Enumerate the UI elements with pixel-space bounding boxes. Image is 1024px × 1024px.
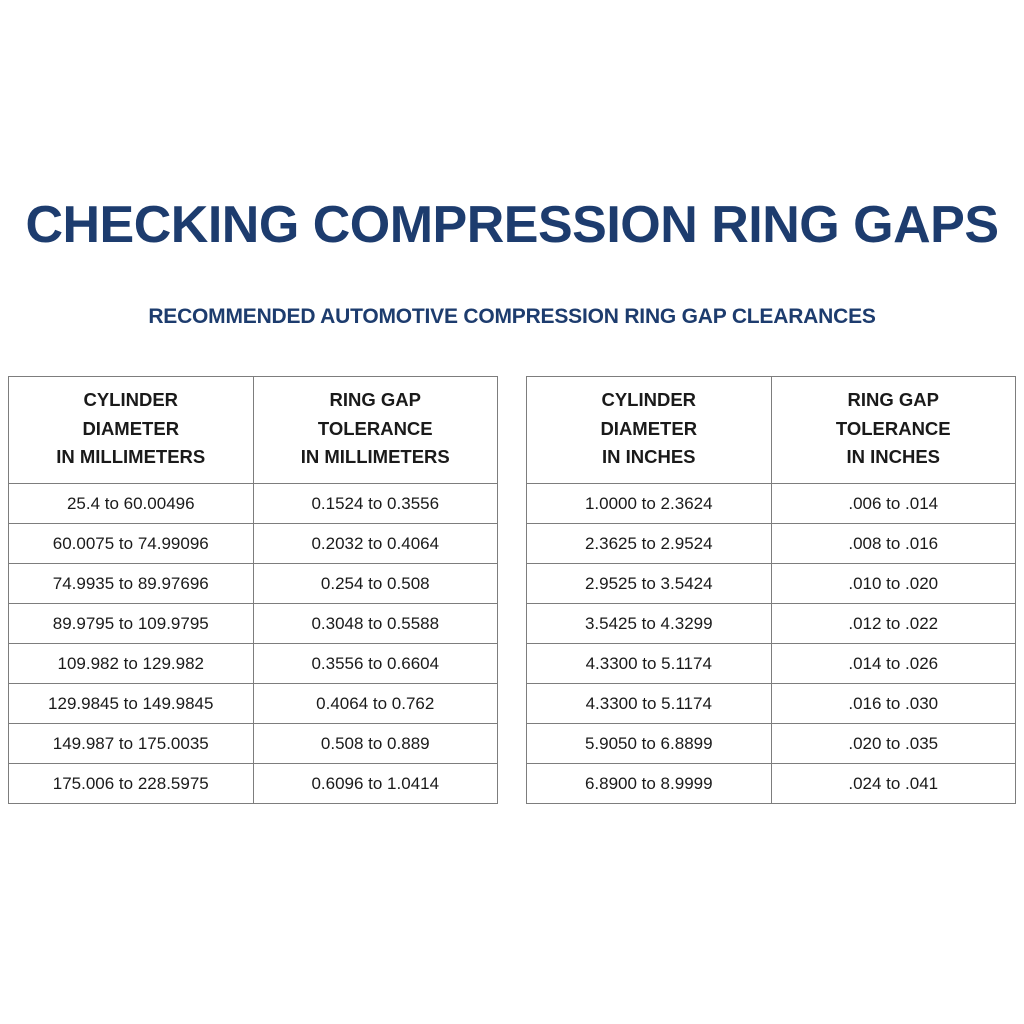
- cell-tolerance: .014 to .026: [771, 644, 1016, 684]
- cell-diameter: 2.9525 to 3.5424: [527, 564, 772, 604]
- metric-ring-gap-table: [8, 376, 498, 804]
- cell-tolerance: .020 to .035: [771, 724, 1016, 764]
- cell-tolerance: 0.3556 to 0.6604: [253, 644, 498, 684]
- metric-table-body: [9, 484, 498, 804]
- table-row: [9, 684, 498, 724]
- table-row: [9, 564, 498, 604]
- metric-diameter-header: CYLINDER DIAMETER IN MILLIMETERS: [9, 377, 254, 484]
- cell-diameter: 1.0000 to 2.3624: [527, 484, 772, 524]
- cell-tolerance: 0.2032 to 0.4064: [253, 524, 498, 564]
- imperial-diameter-header: CYLINDER DIAMETER IN INCHES: [527, 377, 772, 484]
- cell-tolerance: 0.3048 to 0.5588: [253, 604, 498, 644]
- cell-tolerance: .006 to .014: [771, 484, 1016, 524]
- cell-diameter: 60.0075 to 74.99096: [9, 524, 254, 564]
- imperial-table-body: [527, 484, 1016, 804]
- cell-tolerance: 0.6096 to 1.0414: [253, 764, 498, 804]
- table-row: [527, 524, 1016, 564]
- table-row: [527, 684, 1016, 724]
- cell-diameter: 3.5425 to 4.3299: [527, 604, 772, 644]
- table-row: [9, 644, 498, 684]
- page-title: CHECKING COMPRESSION RING GAPS: [25, 196, 999, 254]
- metric-tolerance-header: RING GAP TOLERANCE IN MILLIMETERS: [253, 377, 498, 484]
- cell-diameter: 4.3300 to 5.1174: [527, 684, 772, 724]
- table-row: [527, 564, 1016, 604]
- cell-diameter: 129.9845 to 149.9845: [9, 684, 254, 724]
- imperial-tolerance-header: RING GAP TOLERANCE IN INCHES: [771, 377, 1016, 484]
- page-subtitle: RECOMMENDED AUTOMOTIVE COMPRESSION RING GAP CLEARANCES: [148, 305, 876, 328]
- table-row: [9, 724, 498, 764]
- cell-tolerance: .024 to .041: [771, 764, 1016, 804]
- table-row: [527, 484, 1016, 524]
- cell-diameter: 6.8900 to 8.9999: [527, 764, 772, 804]
- cell-diameter: 2.3625 to 2.9524: [527, 524, 772, 564]
- cell-diameter: 25.4 to 60.00496: [9, 484, 254, 524]
- cell-tolerance: .008 to .016: [771, 524, 1016, 564]
- cell-tolerance: 0.254 to 0.508: [253, 564, 498, 604]
- imperial-ring-gap-table: [526, 376, 1016, 804]
- table-row: [9, 484, 498, 524]
- cell-diameter: 109.982 to 129.982: [9, 644, 254, 684]
- cell-diameter: 74.9935 to 89.97696: [9, 564, 254, 604]
- table-row: [527, 604, 1016, 644]
- tables-container: [8, 376, 1016, 804]
- cell-tolerance: 0.508 to 0.889: [253, 724, 498, 764]
- cell-tolerance: .016 to .030: [771, 684, 1016, 724]
- cell-diameter: 5.9050 to 6.8899: [527, 724, 772, 764]
- metric-table-header: [9, 377, 498, 484]
- cell-diameter: 175.006 to 228.5975: [9, 764, 254, 804]
- imperial-table-header: [527, 377, 1016, 484]
- table-header-row: [9, 377, 498, 484]
- table-row: [527, 724, 1016, 764]
- cell-tolerance: 0.4064 to 0.762: [253, 684, 498, 724]
- cell-tolerance: .012 to .022: [771, 604, 1016, 644]
- table-row: [527, 764, 1016, 804]
- table-row: [9, 524, 498, 564]
- table-header-row: [527, 377, 1016, 484]
- cell-diameter: 4.3300 to 5.1174: [527, 644, 772, 684]
- cell-diameter: 89.9795 to 109.9795: [9, 604, 254, 644]
- cell-tolerance: 0.1524 to 0.3556: [253, 484, 498, 524]
- table-row: [9, 764, 498, 804]
- table-row: [9, 604, 498, 644]
- cell-tolerance: .010 to .020: [771, 564, 1016, 604]
- cell-diameter: 149.987 to 175.0035: [9, 724, 254, 764]
- table-row: [527, 644, 1016, 684]
